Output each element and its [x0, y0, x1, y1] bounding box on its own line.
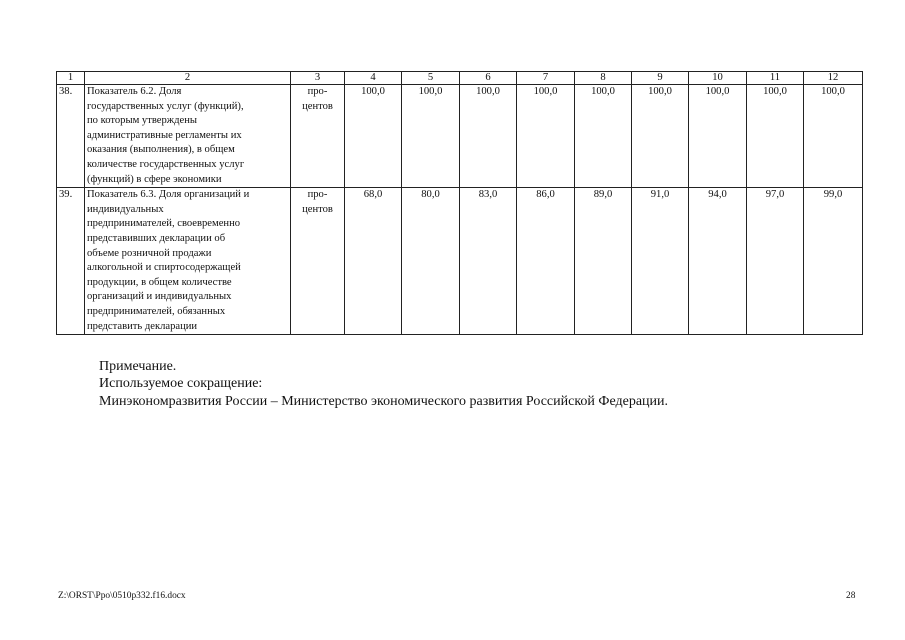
indicator-name-line: Показатель 6.3. Доля организаций и — [87, 189, 250, 201]
value-cell: 91,0 — [632, 188, 689, 335]
value-cell: 100,0 — [402, 85, 460, 188]
table-header-row — [57, 72, 863, 85]
value-cell: 83,0 — [460, 188, 517, 335]
indicator-table — [56, 71, 863, 335]
indicator-name — [85, 85, 291, 188]
value-cell: 89,0 — [575, 188, 632, 335]
row-number: 39. — [57, 188, 85, 335]
indicator-table-wrapper — [56, 71, 862, 335]
column-header: 2 — [85, 72, 291, 85]
indicator-name-line: Показатель 6.2. Доля — [87, 86, 182, 97]
value-cell: 100,0 — [804, 85, 863, 188]
indicator-name-line: административные регламенты их — [87, 129, 242, 141]
indicator-name-line: продукции, в общем количестве — [87, 276, 232, 288]
indicator-name-line: представить декларации — [87, 320, 198, 332]
row-number: 38. — [57, 85, 85, 188]
value-cell: 99,0 — [804, 188, 863, 335]
indicator-name-line: количестве государственных услуг — [87, 158, 245, 170]
value-cell: 86,0 — [517, 188, 575, 335]
indicator-name-line: оказания (выполнения), в общем — [87, 144, 235, 156]
unit-cell — [291, 188, 345, 335]
column-header: 8 — [575, 72, 632, 85]
indicator-name-line: предпринимателей, своевременно — [87, 218, 241, 230]
table-row — [57, 85, 863, 188]
column-header: 4 — [345, 72, 402, 85]
value-cell: 68,0 — [345, 188, 402, 335]
column-header: 5 — [402, 72, 460, 85]
page-number: 28 — [846, 591, 856, 601]
column-header: 10 — [689, 72, 747, 85]
column-header: 3 — [291, 72, 345, 85]
table-row — [57, 188, 863, 335]
value-cell: 100,0 — [345, 85, 402, 188]
indicator-name-line: представивших декларации об — [87, 232, 226, 244]
value-cell: 100,0 — [517, 85, 575, 188]
indicator-name — [85, 188, 291, 335]
indicator-name-line: организаций и индивидуальных — [87, 291, 232, 303]
column-header: 9 — [632, 72, 689, 85]
indicator-name-line: индивидуальных — [87, 203, 164, 215]
indicator-name-line: предпринимателей, обязанных — [87, 305, 226, 317]
indicator-name-line: объеме розничной продажи — [87, 247, 212, 259]
indicator-name-line: (функций) в сфере экономики — [87, 173, 222, 185]
indicator-name-line: алкогольной и спиртосодержащей — [87, 262, 241, 274]
unit-cell — [291, 85, 345, 188]
unit-line: центов — [302, 203, 333, 215]
column-header: 11 — [747, 72, 804, 85]
unit-line: центов — [302, 100, 333, 112]
value-cell: 100,0 — [689, 85, 747, 188]
value-cell: 97,0 — [747, 188, 804, 335]
value-cell: 100,0 — [460, 85, 517, 188]
footer-file-path: Z:\ORST\Ppo\0510p332.f16.docx — [58, 591, 186, 601]
abbreviation-definition: Минэкономразвития России – Министерство экономического развития Российской Федерации. — [99, 393, 669, 409]
column-header: 6 — [460, 72, 517, 85]
value-cell: 100,0 — [575, 85, 632, 188]
note-title: Примечание. — [99, 359, 177, 374]
unit-line: про- — [307, 189, 328, 201]
column-header: 1 — [57, 72, 85, 85]
value-cell: 94,0 — [689, 188, 747, 335]
indicator-name-line: государственных услуг (функций), — [87, 100, 244, 112]
column-header: 12 — [804, 72, 863, 85]
column-header: 7 — [517, 72, 575, 85]
indicator-name-line: по которым утверждены — [87, 115, 197, 127]
value-cell: 80,0 — [402, 188, 460, 335]
note-section — [99, 358, 668, 410]
unit-line: про- — [307, 86, 328, 97]
note-subtitle: Используемое сокращение: — [99, 376, 263, 392]
value-cell: 100,0 — [632, 85, 689, 188]
value-cell: 100,0 — [747, 85, 804, 188]
